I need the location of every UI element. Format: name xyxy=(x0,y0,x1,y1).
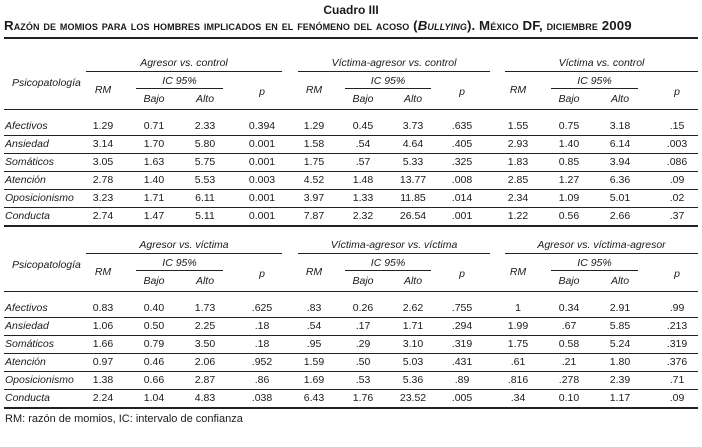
cell-value: 0.97 xyxy=(92,356,114,368)
group-header: Agresor vs. víctima xyxy=(139,239,229,251)
row-label: Conducta xyxy=(5,210,50,222)
cell-value: .02 xyxy=(669,192,685,204)
cell-value: 0.001 xyxy=(248,210,276,222)
cell-value: 0.46 xyxy=(143,356,165,368)
row-rule xyxy=(4,389,698,390)
col-rm: RM xyxy=(305,84,323,96)
footnote: RM: razón de momios, IC: intervalo de confianza xyxy=(5,413,243,425)
col-rm: RM xyxy=(509,266,527,278)
cell-value: 1.04 xyxy=(143,392,165,404)
row-rule xyxy=(4,135,698,136)
row-rule xyxy=(4,353,698,354)
cell-value: 0.83 xyxy=(92,302,114,314)
cell-value: 1.29 xyxy=(92,120,114,132)
group-header: Agresor vs. control xyxy=(140,57,228,69)
group-header: Agresor vs. víctima-agresor xyxy=(537,239,666,251)
ic-label: IC 95% xyxy=(577,75,612,87)
row-rule xyxy=(4,171,698,172)
cell-value: .008 xyxy=(451,174,473,186)
col-p: p xyxy=(459,86,465,98)
cell-value: 5.33 xyxy=(402,156,424,168)
group-rule xyxy=(298,71,490,72)
col-bajo: Bajo xyxy=(143,93,165,105)
cell-value: .54 xyxy=(306,320,322,332)
cell-value: .294 xyxy=(451,320,473,332)
cell-value: 1.58 xyxy=(303,138,325,150)
cell-value: .014 xyxy=(451,192,473,204)
cell-value: 0.394 xyxy=(248,120,276,132)
ic-rule xyxy=(345,270,431,271)
cell-value: 3.18 xyxy=(609,120,631,132)
ic-label: IC 95% xyxy=(370,257,406,269)
cell-value: .17 xyxy=(355,320,371,332)
cell-value: .09 xyxy=(669,392,685,404)
table-bottom-rule xyxy=(4,407,698,409)
cell-value: .278 xyxy=(558,374,580,386)
cell-value: 2.85 xyxy=(507,174,529,186)
cell-value: 3.23 xyxy=(92,192,114,204)
cell-value: 2.62 xyxy=(402,302,424,314)
col-alto: Alto xyxy=(610,93,630,105)
ic-label: IC 95% xyxy=(370,75,406,87)
cell-value: 3.97 xyxy=(303,192,325,204)
cell-value: 1.55 xyxy=(507,120,529,132)
cell-value: 0.40 xyxy=(143,302,165,314)
title-part-2: ). México DF, diciembre 2009 xyxy=(466,18,632,33)
col-p: p xyxy=(259,268,265,280)
cell-value: 0.56 xyxy=(558,210,580,222)
row-rule xyxy=(4,207,698,208)
cell-value: 1.71 xyxy=(402,320,424,332)
cell-value: 0.50 xyxy=(143,320,165,332)
cell-value: 3.05 xyxy=(92,156,114,168)
cell-value: 1.27 xyxy=(558,174,580,186)
cell-value: 0.71 xyxy=(143,120,165,132)
cell-value: 4.83 xyxy=(194,392,216,404)
cell-value: 0.10 xyxy=(558,392,580,404)
cell-value: 1.71 xyxy=(143,192,165,204)
row-rule xyxy=(4,371,698,372)
row-label: Somáticos xyxy=(5,338,55,350)
cell-value: .003 xyxy=(666,138,688,150)
cell-value: 0.45 xyxy=(352,120,374,132)
cell-value: .319 xyxy=(666,338,688,350)
ic-rule xyxy=(345,88,431,89)
cell-value: 0.001 xyxy=(248,138,276,150)
cell-value: .50 xyxy=(355,356,371,368)
col-p: p xyxy=(259,86,265,98)
cell-value: 3.14 xyxy=(92,138,114,150)
cell-value: 1.17 xyxy=(609,392,631,404)
ic-rule xyxy=(136,270,223,271)
ic-label: IC 95% xyxy=(577,257,612,269)
col-bajo: Bajo xyxy=(352,93,374,105)
cell-value: 1.66 xyxy=(92,338,114,350)
cell-value: 13.77 xyxy=(399,174,427,186)
group-rule xyxy=(86,253,282,254)
row-rule xyxy=(4,189,698,190)
cell-value: .213 xyxy=(666,320,688,332)
cell-value: .95 xyxy=(306,338,322,350)
cell-value: 5.11 xyxy=(195,210,215,222)
col-rm: RM xyxy=(509,84,527,96)
cell-value: 6.11 xyxy=(195,192,215,204)
title-italic: Bullying xyxy=(417,18,467,33)
header-rule xyxy=(4,291,698,292)
cell-value: 1.40 xyxy=(143,174,165,186)
cell-value: 1.47 xyxy=(143,210,165,222)
ic-label: IC 95% xyxy=(162,257,197,269)
cell-value: .34 xyxy=(510,392,526,404)
cell-value: .319 xyxy=(451,338,473,350)
cell-value: 1.75 xyxy=(303,156,325,168)
cell-value: .89 xyxy=(454,374,470,386)
group-rule xyxy=(505,253,698,254)
cell-value: 3.50 xyxy=(194,338,216,350)
cell-value: 1.73 xyxy=(194,302,216,314)
cell-value: 0.003 xyxy=(248,174,276,186)
cell-value: 0.75 xyxy=(558,120,580,132)
cell-value: 0.85 xyxy=(558,156,580,168)
table-number: Cuadro III xyxy=(323,3,379,17)
col-p: p xyxy=(674,86,680,98)
col-p: p xyxy=(674,268,680,280)
cell-value: .37 xyxy=(669,210,685,222)
cell-value: .18 xyxy=(254,338,270,350)
cell-value: .755 xyxy=(451,302,473,314)
row-label: Ansiedad xyxy=(5,320,49,332)
cell-value: .001 xyxy=(451,210,473,222)
cell-value: 1.63 xyxy=(143,156,165,168)
cell-value: 1.48 xyxy=(352,174,374,186)
cell-value: 2.87 xyxy=(194,374,216,386)
group-rule xyxy=(86,71,282,72)
cell-value: 1.59 xyxy=(303,356,325,368)
title-rule xyxy=(4,37,698,39)
col-alto: Alto xyxy=(195,93,215,105)
cell-value: 2.33 xyxy=(194,120,216,132)
cell-value: .005 xyxy=(451,392,473,404)
col-rm: RM xyxy=(305,266,323,278)
cell-value: 2.74 xyxy=(92,210,114,222)
row-label: Afectivos xyxy=(5,120,48,132)
cell-value: 0.66 xyxy=(143,374,165,386)
row-label: Atención xyxy=(5,356,46,368)
cell-value: .405 xyxy=(451,138,473,150)
group-header: Víctima-agresor vs. control xyxy=(331,57,457,69)
cell-value: .038 xyxy=(251,392,273,404)
cell-value: .09 xyxy=(669,174,685,186)
cell-value: 6.43 xyxy=(303,392,325,404)
col-p: p xyxy=(459,268,465,280)
cell-value: 5.75 xyxy=(194,156,216,168)
cell-value: 1.76 xyxy=(352,392,374,404)
col-bajo: Bajo xyxy=(143,275,165,287)
cell-value: 2.32 xyxy=(352,210,374,222)
row-label: Afectivos xyxy=(5,302,48,314)
cell-value: .99 xyxy=(669,302,685,314)
cell-value: 7.87 xyxy=(303,210,325,222)
cell-value: .15 xyxy=(669,120,685,132)
cell-value: 1 xyxy=(515,302,521,314)
cell-value: 26.54 xyxy=(399,210,427,222)
cell-value: 0.001 xyxy=(248,192,276,204)
cell-value: 1.29 xyxy=(303,120,325,132)
cell-value: 2.34 xyxy=(507,192,529,204)
row-label: Oposicionismo xyxy=(5,374,74,386)
cell-value: 5.03 xyxy=(402,356,424,368)
title-part-1: Razón de momios para los hombres implicados en el fenómeno del acoso ( xyxy=(4,18,418,33)
cell-value: 11.85 xyxy=(400,192,426,204)
cell-value: 0.58 xyxy=(558,338,580,350)
col-rm: RM xyxy=(94,84,112,96)
cell-value: 1.70 xyxy=(143,138,165,150)
cell-value: .635 xyxy=(451,120,473,132)
cell-value: 1.69 xyxy=(303,374,325,386)
group-rule xyxy=(298,253,490,254)
cell-value: 2.66 xyxy=(609,210,631,222)
col-rm: RM xyxy=(94,266,112,278)
cell-value: 1.06 xyxy=(92,320,114,332)
cell-value: .53 xyxy=(355,374,371,386)
cell-value: .67 xyxy=(561,320,577,332)
row-rule xyxy=(4,317,698,318)
row-label: Somáticos xyxy=(5,156,55,168)
col-bajo: Bajo xyxy=(352,275,374,287)
cell-value: 5.80 xyxy=(194,138,216,150)
group-header: Víctima vs. control xyxy=(558,57,645,69)
cell-value: .57 xyxy=(355,156,371,168)
cell-value: 0.26 xyxy=(352,302,374,314)
ic-rule xyxy=(551,270,638,271)
cell-value: 2.25 xyxy=(194,320,216,332)
cell-value: .625 xyxy=(251,302,273,314)
cell-value: .816 xyxy=(507,374,529,386)
cell-value: .71 xyxy=(669,374,685,386)
col-psicopatologia: Psicopatología xyxy=(12,77,81,89)
cell-value: .86 xyxy=(254,374,270,386)
cell-value: 5.01 xyxy=(609,192,631,204)
cell-value: .29 xyxy=(355,338,371,350)
cell-value: .952 xyxy=(251,356,273,368)
col-psicopatologia: Psicopatología xyxy=(12,259,81,271)
cell-value: 1.33 xyxy=(352,192,374,204)
cell-value: .61 xyxy=(510,356,526,368)
cell-value: 6.36 xyxy=(609,174,631,186)
cell-value: 4.64 xyxy=(402,138,424,150)
cell-value: 5.24 xyxy=(609,338,631,350)
cell-value: 5.53 xyxy=(194,174,216,186)
cell-value: 1.99 xyxy=(507,320,529,332)
col-alto: Alto xyxy=(195,275,215,287)
cell-value: 1.80 xyxy=(609,356,631,368)
cell-value: 2.78 xyxy=(92,174,114,186)
cell-value: 3.10 xyxy=(402,338,424,350)
row-label: Conducta xyxy=(5,392,50,404)
cell-value: 23.52 xyxy=(399,392,427,404)
cell-value: .325 xyxy=(451,156,473,168)
cell-value: 1.38 xyxy=(92,374,114,386)
ic-label: IC 95% xyxy=(162,75,197,87)
cell-value: 4.52 xyxy=(303,174,325,186)
col-bajo: Bajo xyxy=(558,275,580,287)
table-title xyxy=(4,18,632,33)
cell-value: 2.06 xyxy=(194,356,216,368)
cell-value: 1.83 xyxy=(507,156,529,168)
cell-value: 3.73 xyxy=(402,120,424,132)
col-alto: Alto xyxy=(610,275,630,287)
cell-value: 0.34 xyxy=(558,302,580,314)
cell-value: 0.79 xyxy=(143,338,165,350)
col-alto: Alto xyxy=(403,93,423,105)
row-label: Oposicionismo xyxy=(5,192,74,204)
col-bajo: Bajo xyxy=(558,93,580,105)
row-rule xyxy=(4,335,698,336)
cell-value: .83 xyxy=(306,302,322,314)
group-rule xyxy=(505,71,698,72)
cell-value: 1.09 xyxy=(558,192,580,204)
table-bottom-rule xyxy=(4,225,698,227)
ic-rule xyxy=(136,88,223,89)
cell-value: .21 xyxy=(561,356,577,368)
row-label: Ansiedad xyxy=(5,138,49,150)
cell-value: 2.91 xyxy=(609,302,631,314)
cell-value: 5.36 xyxy=(402,374,424,386)
cell-value: .376 xyxy=(666,356,688,368)
cell-value: 6.14 xyxy=(609,138,631,150)
cell-value: 1.22 xyxy=(507,210,529,222)
cell-value: 0.001 xyxy=(248,156,276,168)
cell-value: 1.75 xyxy=(507,338,529,350)
cell-value: .54 xyxy=(355,138,371,150)
cell-value: 3.94 xyxy=(609,156,631,168)
row-label: Atención xyxy=(5,174,46,186)
row-rule xyxy=(4,153,698,154)
group-header: Víctima-agresor vs. víctima xyxy=(330,239,458,251)
cell-value: .18 xyxy=(254,320,270,332)
cell-value: 2.93 xyxy=(507,138,529,150)
cell-value: 2.39 xyxy=(609,374,631,386)
ic-rule xyxy=(551,88,638,89)
col-alto: Alto xyxy=(403,275,423,287)
cell-value: .431 xyxy=(451,356,473,368)
header-rule xyxy=(4,109,698,110)
cell-value: 1.40 xyxy=(558,138,580,150)
cell-value: .086 xyxy=(666,156,688,168)
cell-value: 2.24 xyxy=(92,392,114,404)
cell-value: 5.85 xyxy=(609,320,631,332)
